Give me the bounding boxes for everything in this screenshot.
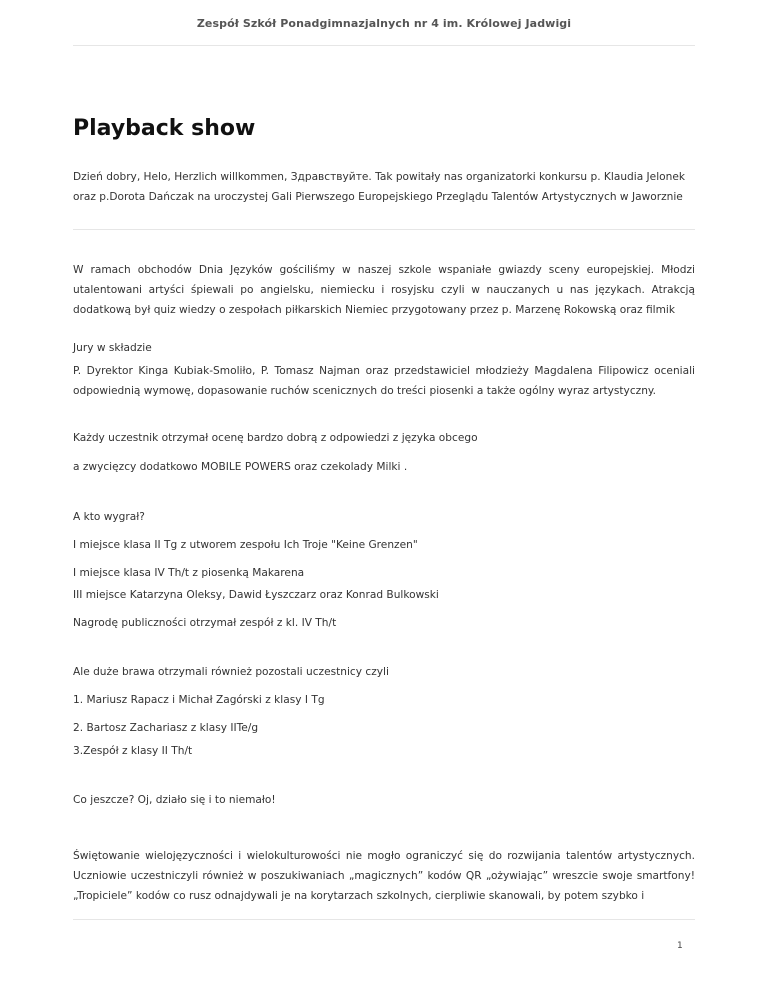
list-item-participant-3: 3.Zespół z klasy II Th/t [73,745,193,757]
list-item-participant-2: 2. Bartosz Zachariasz z klasy IITe/g [73,722,259,734]
paragraph-what-else: Co jeszcze? Oj, działo się i to niemało! [73,794,276,806]
paragraph-qr-codes: Świętowanie wielojęzyczności i wielokulturowości nie mogło ograniczyć się do rozwijania talentów artystycznych. Uczniowie uczestniczyli również w poszukiwaniach „magicznych” kodów QR „ożywiając” wreszcie swoje smartfony! „Tropiciele” kodów co rusz odnajdywali je na korytarzach szkolnych, cierpliwie skanowali, by potem szybko i [73,850,695,902]
document-header: Zespół Szkół Ponadgimnazjalnych nr 4 im. Królowej Jadwigi [196,17,572,30]
paragraph-who-won: A kto wygrał? [73,511,145,523]
intro-paragraph: Dzień dobry, Helo, Herzlich willkommen, Здравствуйте. Tak powitały nas organizatorki konkursu p. Klaudia Jelonek oraz p.Dorota Dańczak na uroczystej Gali Pierwszego Europejskiego Przeglądu Talentów Artystycznych w Jaworznie [73,171,685,203]
paragraph-other-participants: Ale duże brawa otrzymali również pozostali uczestnicy czyli [73,666,389,678]
page-title: Playback show [73,116,256,141]
paragraph-third-place: III miejsce Katarzyna Oleksy, Dawid Łyszczarz oraz Konrad Bulkowski [73,589,439,601]
paragraph-grades: Każdy uczestnik otrzymał ocenę bardzo dobrą z odpowiedzi z języka obcego [73,432,478,444]
section-divider [73,229,695,230]
footer-divider [73,919,695,920]
paragraph-jury-heading: Jury w składzie [73,342,152,354]
paragraph-first-place-a: I miejsce klasa II Tg z utworem zespołu Ich Troje "Keine Grenzen" [73,539,418,551]
paragraph-prizes: a zwycięzcy dodatkowo MOBILE POWERS oraz czekolady Milki . [73,461,408,473]
page-number: 1 [677,941,683,951]
list-item-participant-1: 1. Mariusz Rapacz i Michał Zagórski z klasy I Tg [73,694,325,706]
paragraph-jury-members: P. Dyrektor Kinga Kubiak-Smoliło, P. Tomasz Najman oraz przedstawiciel młodzieży Magdalena Filipowicz oceniali odpowiednią wymowę, dopasowanie ruchów scenicznych do treści piosenki a także ogólny wyraz artystyczny. [73,365,695,397]
paragraph-audience-award: Nagrodę publiczności otrzymał zespół z kl. IV Th/t [73,617,337,629]
paragraph-language-day: W ramach obchodów Dnia Języków gościliśmy w naszej szkole wspaniałe gwiazdy sceny europejskiej. Młodzi utalentowani artyści śpiewali po angielsku, niemiecku i rosyjsku czyli w nauczanych u nas językach. Atrakcją dodatkową był quiz wiedzy o zespołach piłkarskich Niemiec przygotowany przez p. Marzenę Rokowską oraz filmik [73,264,695,316]
header-divider [73,45,695,46]
paragraph-first-place-b: I miejsce klasa IV Th/t z piosenką Makarena [73,567,305,579]
